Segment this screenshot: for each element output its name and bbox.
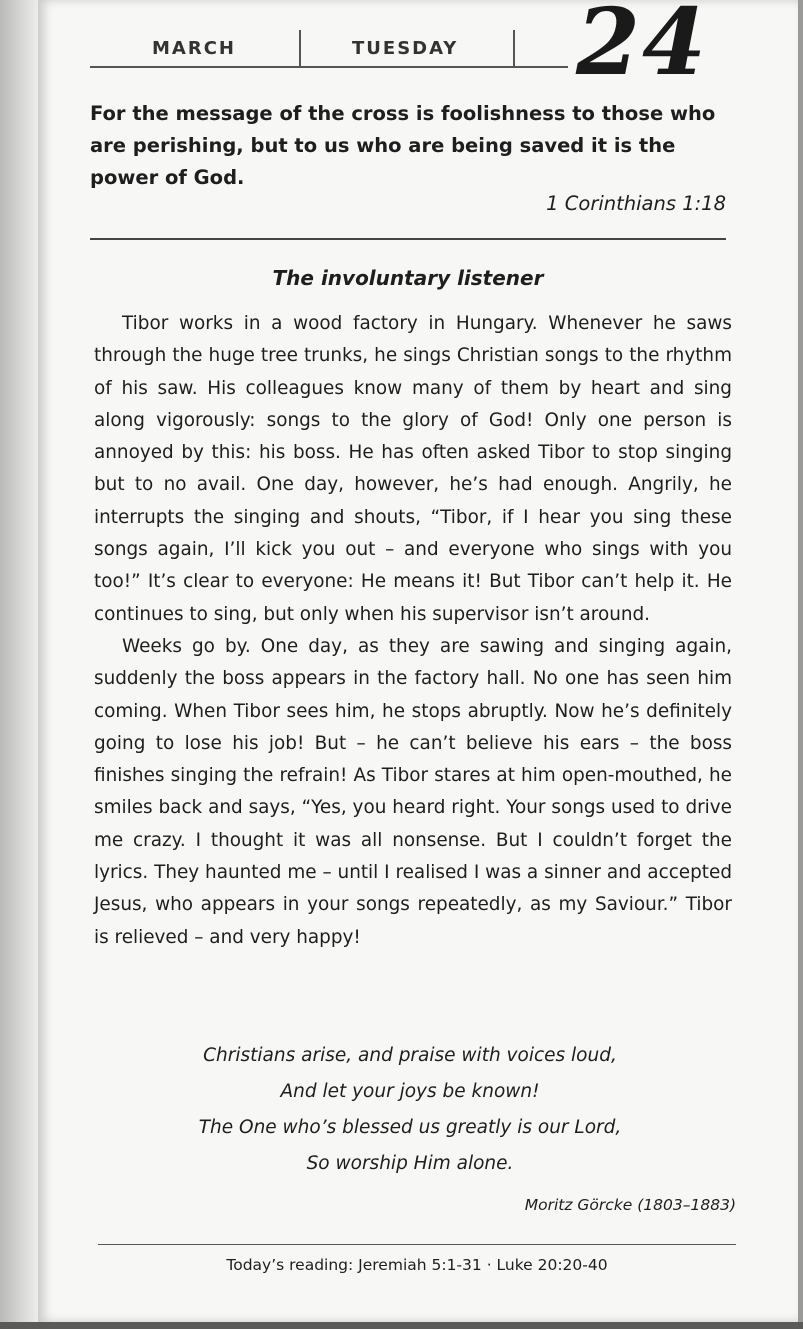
poem: [94, 1038, 726, 1182]
poem-line: So worship Him alone.: [306, 1153, 514, 1174]
poem-line: And let your joys be known!: [280, 1081, 540, 1102]
weekday-label: TUESDAY: [352, 38, 459, 59]
header-divider: [513, 30, 515, 66]
devotional-title: The involuntary listener: [272, 266, 544, 290]
todays-reading: Today’s reading: Jeremiah 5:1-31 · Luke 20:20-40: [226, 1256, 608, 1274]
header-divider: [299, 30, 301, 66]
page-edge: [798, 0, 803, 1329]
verse-reference: 1 Corinthians 1:18: [546, 192, 726, 215]
poem-line: The One who’s blessed us greatly is our Lord,: [198, 1117, 622, 1138]
day-number: 24: [576, 0, 709, 96]
body-paragraph: Weeks go by. One day, as they are sawing and singing again, suddenly the boss appears in the factory hall. No one has seen him coming. When Tibor sees him, he stops abruptly. Now he’s definitely going to lose his job! But – he can’t believe his ears – the boss finishes singing the refrain! As Tibor stares at him open-mouthed, he smiles back and says, “Yes, you heard right. Your songs used to drive me crazy. I thought it was all nonsense. But I couldn’t forget the lyrics. They haunted me – until I realised I was a sinner and accepted Jesus, who appears in your songs repeatedly, as my Saviour.” Tibor is relieved – and very happy!: [94, 635, 732, 948]
key-verse: For the message of the cross is foolishness to those who are perishing, but to us who are being saved it is the power of God.: [90, 102, 716, 189]
body-paragraph: Tibor works in a wood factory in Hungary. Whenever he saws through the huge tree trunks, he sings Christian songs to the rhythm of his saw. His colleagues know many of them by heart and sing along vigorously: songs to the glory of God! Only one person is annoyed by this: his boss. He has often asked Tibor to stop singing but to no avail. One day, however, he’s had enough. Angrily, he interrupts the singing and shouts, “Tibor, if I hear you sing these songs again, I’ll kick you out – and everyone who sings with you too!” It’s clear to everyone: He means it! But Tibor can’t help it. He continues to sing, but only when his supervisor isn’t around.: [94, 313, 732, 625]
month-label: MARCH: [152, 38, 236, 59]
header-rule: [90, 66, 568, 68]
footer-rule: [98, 1244, 736, 1245]
poem-line: Christians arise, and praise with voices loud,: [203, 1045, 617, 1066]
book-gutter: [0, 0, 38, 1329]
section-rule: [90, 238, 726, 240]
page-bottom-edge: [0, 1322, 803, 1329]
poem-author: Moritz Görcke (1803–1883): [524, 1196, 736, 1214]
devotional-body: [94, 308, 732, 954]
